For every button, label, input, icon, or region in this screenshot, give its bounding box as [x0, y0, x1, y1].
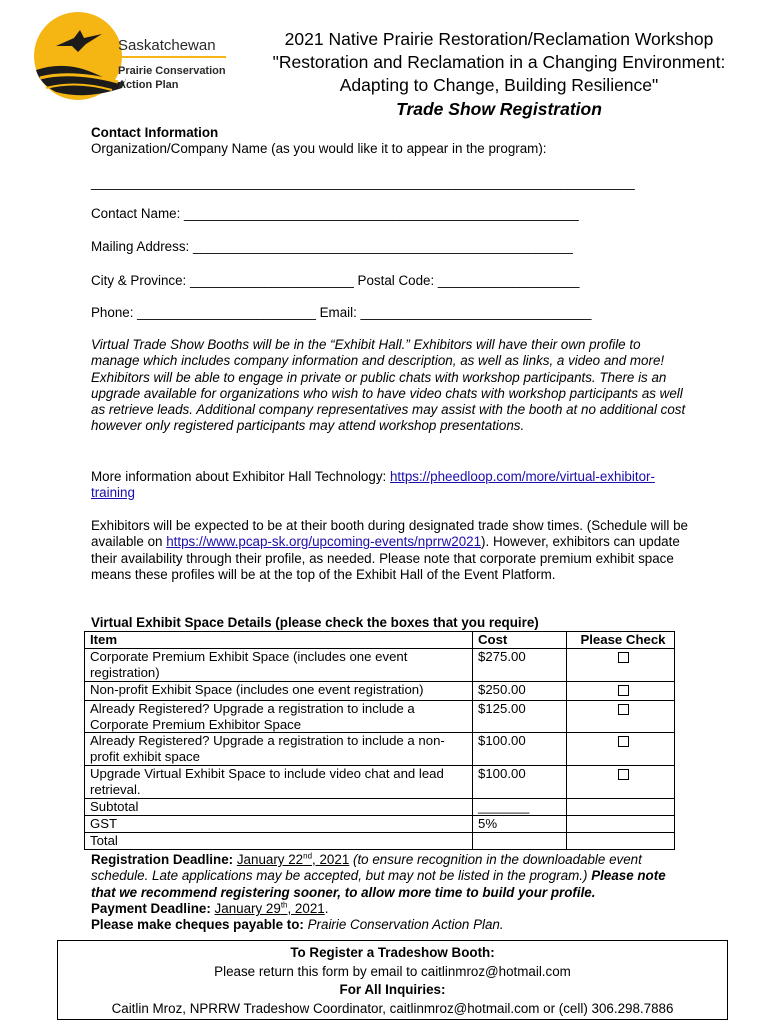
org-label: Organization/Company Name (as you would like it to appear in the program):	[91, 141, 547, 156]
exhibitor-training-link[interactable]: https://pheedloop.com/more/virtual-exhibitor-training	[91, 469, 655, 501]
expected-text-1: Exhibitors will be expected to be at their booth during designated trade show times. (Schedule will be available on	[91, 518, 688, 550]
table-header-row	[85, 632, 675, 649]
expected-text-2: ). However, exhibitors can update their availability through their profile, as needed. Please note that corporate premium exhibit space means these profiles will be at the top of the Exhibit Hall of the Event Platform.	[91, 534, 680, 582]
mailing-address-field[interactable]: Mailing Address: ___________________________________________________	[91, 239, 573, 254]
space-heading: Virtual Exhibit Space Details (please check the boxes that you require)	[91, 615, 539, 630]
register-heading: To Register a Tradeshow Booth:	[290, 945, 495, 960]
more-info-paragraph	[91, 469, 691, 502]
deadline-note: (to ensure recognition in the downloadable event schedule. Late applications may be accepted, but may not be listed in the program.)	[91, 852, 642, 884]
row-cost: $125.00	[473, 700, 567, 733]
pcap-logo-graphic	[26, 8, 242, 104]
cheques-line	[91, 917, 504, 933]
row-item: Upgrade Virtual Exhibit Space to include video chat and lead retrieval.	[85, 766, 473, 799]
title-line-1: 2021 Native Prairie Restoration/Reclamation Workshop	[284, 29, 714, 49]
row-cost: $100.00	[473, 766, 567, 799]
payment-date: January 29th, 2021	[214, 900, 325, 916]
payment-label: Payment Deadline:	[91, 901, 211, 916]
row-item: Already Registered? Upgrade a registration to include a Corporate Premium Exhibitor Space	[85, 700, 473, 733]
checkbox[interactable]	[618, 685, 629, 696]
row-cost: $100.00	[473, 733, 567, 766]
deadline-date: January 22nd, 2021	[236, 851, 350, 867]
page-title: Trade Show Registration	[396, 99, 602, 119]
cheques-value: Prairie Conservation Action Plan.	[307, 917, 504, 932]
row-item: Non-profit Exhibit Space (includes one event registration)	[85, 681, 473, 700]
subtotal-row	[85, 799, 675, 816]
pcap-logo	[26, 8, 242, 104]
table-row	[85, 766, 675, 799]
checkbox[interactable]	[618, 769, 629, 780]
deadline-bold-note: Please note that we recommend registering sooner, to allow more time to build your profile.	[91, 868, 666, 900]
org-field[interactable]: _________________________________________________________________________	[91, 175, 635, 190]
total-row	[85, 832, 675, 849]
title-line-2: "Restoration and Reclamation in a Changing Environment:	[272, 52, 726, 72]
city-postal-field[interactable]: City & Province: ______________________ Postal Code: ___________________	[91, 273, 580, 288]
header-item: Item	[85, 632, 473, 649]
inquiries-heading: For All Inquiries:	[339, 982, 446, 997]
title-line-3: Adapting to Change, Building Resilience"	[339, 75, 659, 95]
checkbox[interactable]	[618, 652, 629, 663]
contact-name-field[interactable]: Contact Name: _____________________________________________________	[91, 206, 579, 221]
cheques-label: Please make cheques payable to:	[91, 917, 304, 932]
logo-line2: Prairie Conservation	[118, 65, 226, 77]
checkbox[interactable]	[618, 736, 629, 747]
upcoming-events-link[interactable]: https://www.pcap-sk.org/upcoming-events/nprrw2021	[166, 534, 482, 550]
registration-deadline	[91, 852, 681, 901]
inquiries-text: Caitlin Mroz, NPRRW Tradeshow Coordinator, caitlinmroz@hotmail.com or (cell) 306.298.7886	[111, 1000, 674, 1016]
register-text: Please return this form by email to caitlinmroz@hotmail.com	[214, 963, 571, 979]
exhibit-space-table	[84, 631, 675, 850]
table-row	[85, 700, 675, 733]
total-value[interactable]	[473, 832, 567, 849]
subtotal-value[interactable]: _______	[473, 799, 567, 816]
row-cost: $250.00	[473, 681, 567, 700]
table-row	[85, 681, 675, 700]
logo-line1: Saskatchewan	[118, 37, 216, 54]
header-check: Please Check	[567, 632, 675, 649]
booth-info-paragraph: Virtual Trade Show Booths will be in the “Exhibit Hall.” Exhibitors will have their own profile to manage which includes company information and description, as well as links, a video and more! Exhibitors will be able to engage in private or public chats with workshop participants. There is an upgrade available for organizations who wish to have video chats with workshop participants as well as retrieve leads. Additional company representatives may assist with the booth at no additional cost however only registered participants may attend workshop presentations.	[91, 337, 686, 434]
row-item: Corporate Premium Exhibit Space (includes one event registration)	[85, 648, 473, 681]
row-cost: $275.00	[473, 648, 567, 681]
register-box	[57, 940, 728, 1020]
checkbox[interactable]	[618, 704, 629, 715]
deadline-label: Registration Deadline:	[91, 852, 234, 867]
table-row	[85, 648, 675, 681]
more-info-text: More information about Exhibitor Hall Technology:	[91, 469, 390, 484]
logo-line3: Action Plan	[118, 79, 179, 91]
gst-row	[85, 815, 675, 832]
table-row	[85, 733, 675, 766]
total-label: Total	[85, 832, 473, 849]
row-item: Already Registered? Upgrade a registration to include a non-profit exhibit space	[85, 733, 473, 766]
subtotal-label: Subtotal	[85, 799, 473, 816]
gst-value: 5%	[473, 815, 567, 832]
expected-paragraph	[91, 518, 691, 583]
contact-heading: Contact Information	[91, 125, 219, 140]
phone-email-field[interactable]: Phone: ________________________ Email: _______________________________	[91, 305, 592, 320]
header-cost: Cost	[473, 632, 567, 649]
payment-deadline: Payment Deadline: January 29th, 2021.	[91, 900, 329, 916]
gst-label: GST	[85, 815, 473, 832]
